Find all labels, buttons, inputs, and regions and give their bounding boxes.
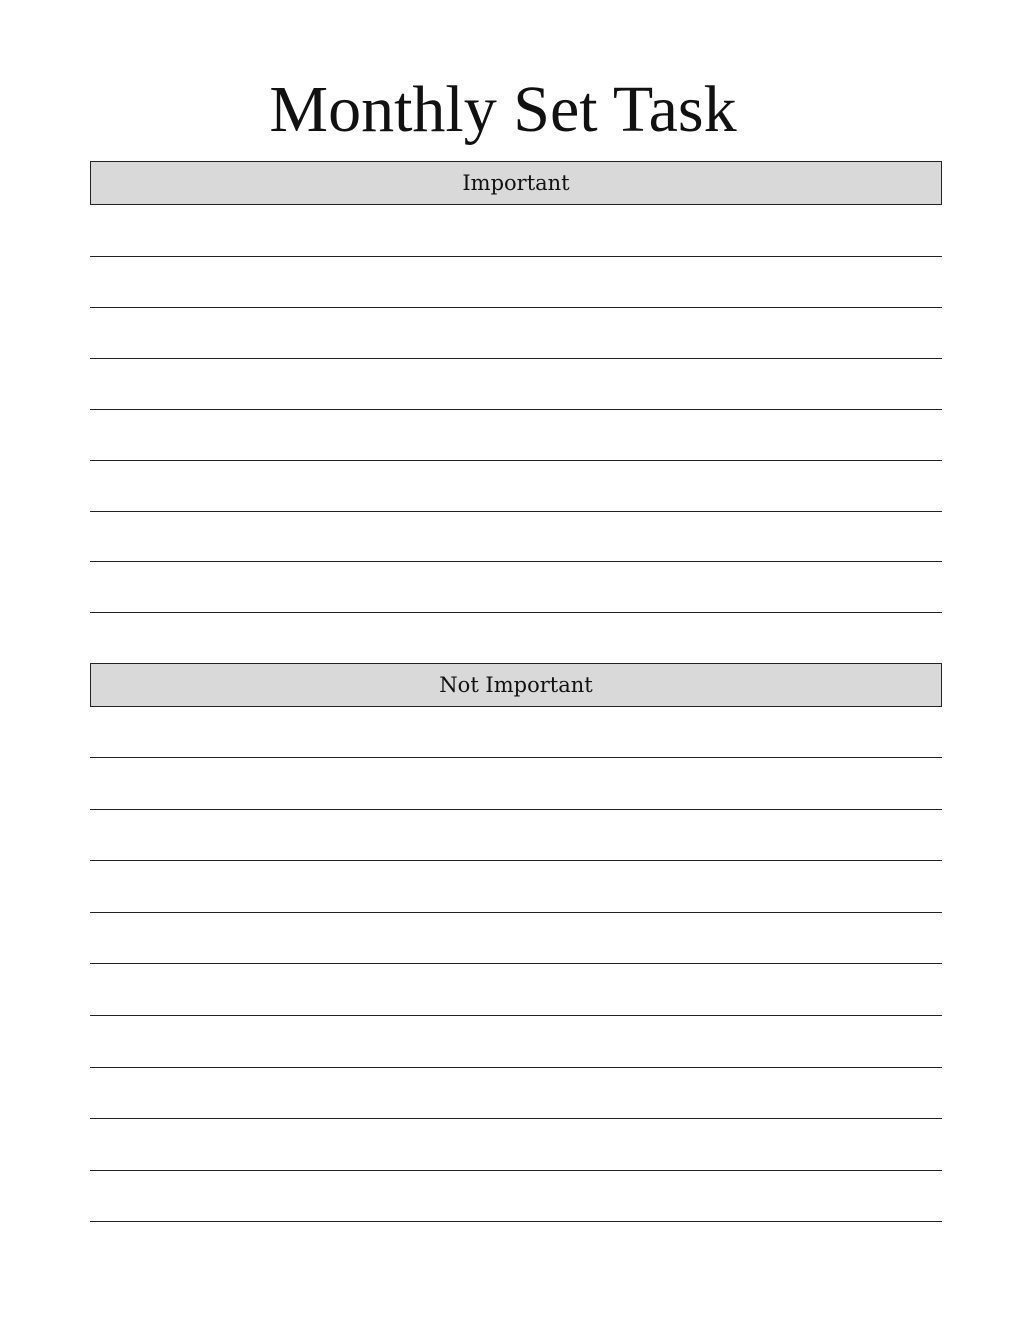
writing-line — [90, 561, 942, 562]
writing-line — [90, 1170, 942, 1171]
page-title: Monthly Set Task — [269, 73, 737, 146]
writing-line — [90, 460, 942, 461]
writing-line — [90, 409, 942, 410]
writing-line — [90, 358, 942, 359]
writing-line — [90, 612, 942, 613]
writing-line — [90, 1118, 942, 1119]
writing-line — [90, 1015, 942, 1016]
writing-line — [90, 912, 942, 913]
writing-line — [90, 963, 942, 964]
writing-line — [90, 1067, 942, 1068]
writing-line — [90, 809, 942, 810]
writing-line — [90, 860, 942, 861]
writing-line — [90, 511, 942, 512]
section-header-not-important: Not Important — [90, 663, 942, 707]
section-header-important: Important — [90, 161, 942, 205]
writing-line — [90, 307, 942, 308]
writing-line — [90, 757, 942, 758]
writing-line — [90, 256, 942, 257]
writing-line — [90, 1221, 942, 1222]
